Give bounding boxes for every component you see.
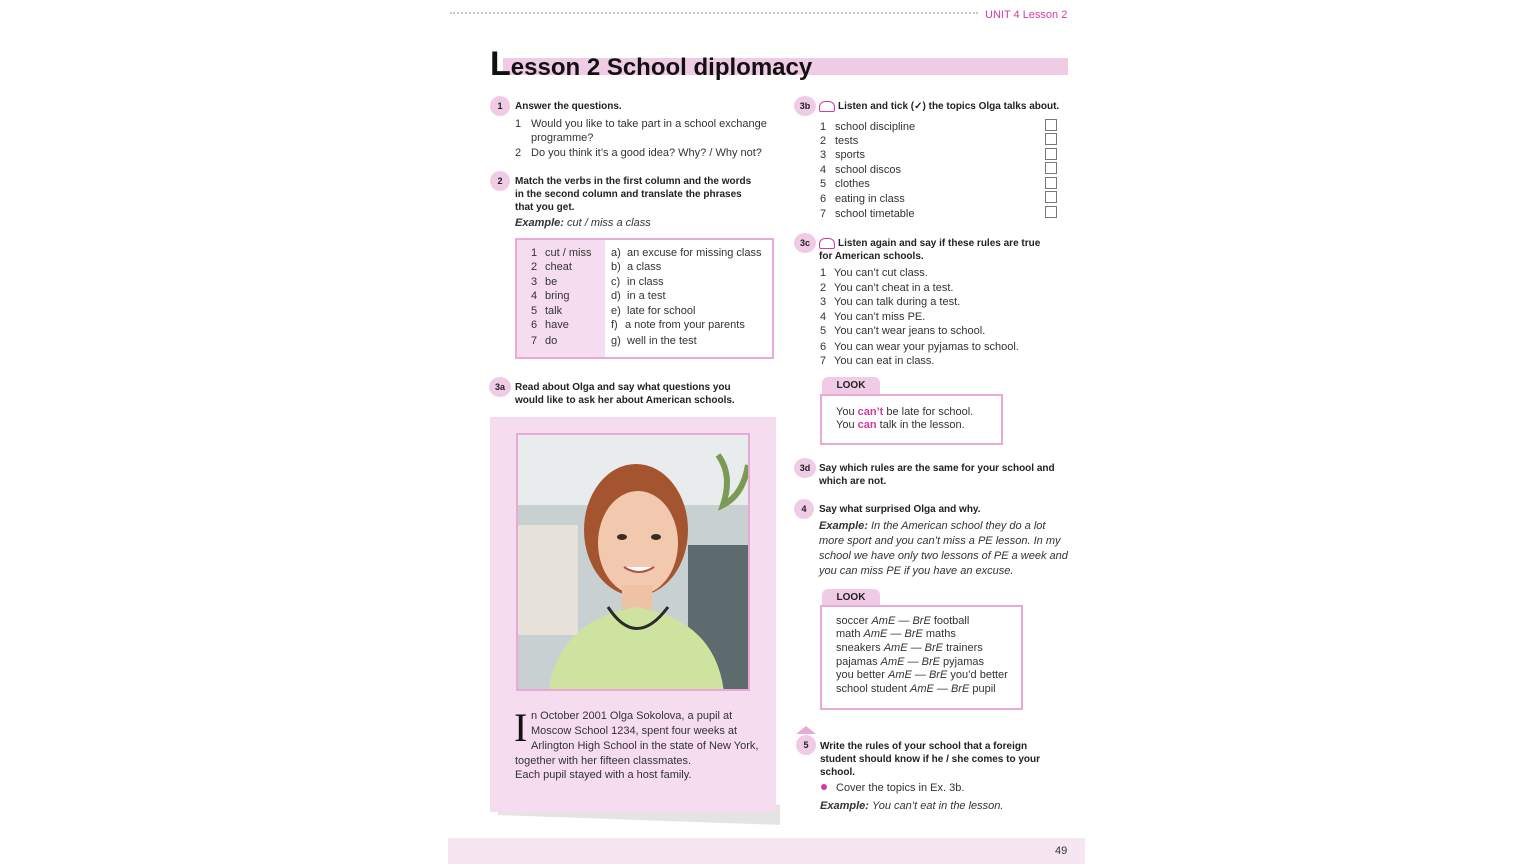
word-text: a note from your parents xyxy=(625,319,745,331)
ex1-item-text: Would you like to take part in a school exchange xyxy=(531,118,767,130)
example-label: Example: xyxy=(515,217,564,229)
vocab-am: soccer xyxy=(836,615,872,627)
olga-photo xyxy=(516,433,750,691)
verb-number: 7 xyxy=(531,335,538,347)
vocab-br: trainers xyxy=(943,642,983,654)
word-letter: g) xyxy=(611,335,621,347)
unit-label: UNIT 4 Lesson 2 xyxy=(985,9,1068,21)
ex4-example-line: you can miss PE if you have an excuse. xyxy=(819,565,1014,577)
verb-text: cheat xyxy=(545,261,572,273)
look-vocab-row xyxy=(836,641,983,655)
ex4-example-line: more sport and you can’t miss a PE lesson. In my xyxy=(819,535,1061,547)
look-highlight: can xyxy=(857,419,877,431)
instruction-line: that you get. xyxy=(515,202,575,213)
exercise-5-instruction xyxy=(820,740,1040,779)
look-vocab-row xyxy=(836,614,969,628)
exercise-3a-badge: 3a xyxy=(489,377,511,397)
topic-checkbox[interactable] xyxy=(1045,119,1057,131)
topic-checkbox[interactable] xyxy=(1045,133,1057,145)
exercise-3d-badge: 3d xyxy=(794,458,816,478)
vocab-dash: — xyxy=(911,669,929,681)
ex1-item-number: 2 xyxy=(515,147,522,159)
audio-icon xyxy=(819,238,835,249)
topic-text: tests xyxy=(835,135,859,147)
rule-number: 6 xyxy=(820,341,827,353)
verb-number: 2 xyxy=(531,261,538,273)
topic-text: eating in class xyxy=(835,193,905,205)
ex1-item-text-cont: programme? xyxy=(531,132,594,144)
vocab-br: pupil xyxy=(969,683,996,695)
instruction-text: Listen and tick (✓) the topics Olga talks about. xyxy=(838,101,1060,112)
olga-portrait-illustration xyxy=(518,435,750,691)
vocab-tag: BrE xyxy=(924,642,944,654)
vocab-tag: BrE xyxy=(912,615,931,627)
instruction-line: Say which rules are the same for your school and xyxy=(819,463,1055,474)
look-text: be late for school. xyxy=(883,406,974,418)
topic-checkbox[interactable] xyxy=(1045,177,1057,189)
word-text: well in the test xyxy=(627,335,697,347)
word-text: an excuse for missing class xyxy=(627,247,762,259)
topic-number: 3 xyxy=(820,149,827,161)
look-line xyxy=(836,418,965,432)
verb-text: bring xyxy=(545,290,570,302)
exercise-4-instruction: Say what surprised Olga and why. xyxy=(819,504,981,515)
rule-number: 5 xyxy=(820,325,827,337)
ex5-example xyxy=(820,799,1003,813)
vocab-tag: AmE xyxy=(863,628,888,640)
topic-checkbox[interactable] xyxy=(1045,148,1057,160)
verb-number: 1 xyxy=(531,247,538,259)
header-dotted-rule xyxy=(450,12,978,14)
exercise-3b-instruction xyxy=(819,100,1059,113)
vocab-tag: AmE xyxy=(883,642,908,654)
rule-number: 7 xyxy=(820,355,827,367)
reading-line: Each pupil stayed with a host family. xyxy=(515,769,692,781)
vocab-dash: — xyxy=(895,615,913,627)
exercise-5-badge: 5 xyxy=(796,735,816,755)
verb-text: have xyxy=(545,319,569,331)
reading-drop-cap: I xyxy=(514,705,528,750)
vocab-dash: — xyxy=(907,642,925,654)
exercise-1-badge: 1 xyxy=(490,96,510,116)
word-letter: b) xyxy=(611,261,621,273)
exercise-3d-instruction xyxy=(819,462,1055,488)
instruction-text: Listen again and say if these rules are true xyxy=(838,238,1041,249)
verb-number: 5 xyxy=(531,305,538,317)
reading-line: together with her fifteen classmates. xyxy=(515,755,692,767)
look-highlight: can’t xyxy=(857,406,884,418)
exercise-3b-badge: 3b xyxy=(794,96,816,116)
look-vocab-row xyxy=(836,655,984,669)
rule-text: You can eat in class. xyxy=(834,355,935,367)
instruction-line: Write the rules of your school that a foreign xyxy=(820,741,1028,752)
rule-text: You can’t cut class. xyxy=(834,267,928,279)
rule-text: You can’t miss PE. xyxy=(834,311,926,323)
topic-text: school discipline xyxy=(835,121,916,133)
rule-text: You can talk during a test. xyxy=(834,296,961,308)
exercise-2-badge: 2 xyxy=(490,171,510,191)
writing-triangle-icon xyxy=(796,726,816,734)
vocab-am: pajamas xyxy=(836,656,881,668)
word-letter: a) xyxy=(611,247,621,259)
topic-number: 5 xyxy=(820,178,827,190)
word-text: a class xyxy=(627,261,662,273)
ex2-example xyxy=(515,216,651,230)
vocab-tag: BrE xyxy=(950,683,970,695)
vocab-tag: BrE xyxy=(921,656,940,668)
verb-number: 6 xyxy=(531,319,538,331)
rule-number: 1 xyxy=(820,267,827,279)
topic-text: sports xyxy=(835,149,865,161)
vocab-dash: — xyxy=(887,628,905,640)
look-text: You xyxy=(836,406,858,418)
verb-text: do xyxy=(545,335,558,347)
instruction-line: which are not. xyxy=(819,476,887,487)
topic-number: 7 xyxy=(820,208,827,220)
rule-text: You can wear your pyjamas to school. xyxy=(834,341,1019,353)
look-text: talk in the lesson. xyxy=(876,419,965,431)
topic-text: school timetable xyxy=(835,208,915,220)
verb-text: cut / miss xyxy=(545,247,592,259)
exercise-3c-badge: 3c xyxy=(794,233,816,253)
page-number: 49 xyxy=(1055,845,1068,857)
example-text: cut / miss a class xyxy=(566,217,651,229)
vocab-tag: BrE xyxy=(904,628,923,640)
look-tab: LOOK xyxy=(822,589,880,607)
exercise-2-instruction xyxy=(515,175,751,214)
vocab-br: maths xyxy=(922,628,956,640)
look-vocab-row xyxy=(836,682,996,696)
vocab-tag: AmE xyxy=(880,656,905,668)
example-label: Example: xyxy=(820,800,869,812)
topic-number: 4 xyxy=(820,164,827,176)
look-tab: LOOK xyxy=(822,377,880,395)
topic-checkbox[interactable] xyxy=(1045,206,1057,218)
ex4-example-line: school we have only two lessons of PE a week and xyxy=(819,550,1068,562)
vocab-br: you’d better xyxy=(947,669,1008,681)
vocab-dash: — xyxy=(933,683,951,695)
topic-number: 2 xyxy=(820,135,827,147)
verb-number: 4 xyxy=(531,290,538,302)
vocab-am: school student xyxy=(836,683,910,695)
exercise-4-badge: 4 xyxy=(794,499,814,519)
title-initial: L xyxy=(490,45,511,83)
instruction-line xyxy=(819,237,1040,250)
look-text: You xyxy=(836,419,858,431)
vocab-dash: — xyxy=(904,656,922,668)
verb-number: 3 xyxy=(531,276,538,288)
topic-text: school discos xyxy=(835,164,902,176)
exercise-3c-instruction xyxy=(819,237,1040,263)
rule-number: 2 xyxy=(820,282,827,294)
ex5-bullet-text: Cover the topics in Ex. 3b. xyxy=(836,782,965,794)
rule-text: You can’t cheat in a test. xyxy=(834,282,954,294)
word-letter: f) xyxy=(611,319,618,331)
look-vocab-row xyxy=(836,668,1008,682)
example-text: In the American school they do a lot xyxy=(870,520,1046,532)
reading-line: Moscow School 1234, spent four weeks at xyxy=(531,725,738,737)
vocab-tag: AmE xyxy=(910,683,934,695)
instruction-line: school. xyxy=(820,767,856,778)
title-rest: esson 2 School diplomacy xyxy=(510,54,813,81)
topic-checkbox[interactable] xyxy=(1045,162,1057,174)
ex1-item-text: Do you think it’s a good idea? Why? / Why not? xyxy=(531,147,762,159)
topic-number: 6 xyxy=(820,193,827,205)
topic-text: clothes xyxy=(835,178,870,190)
example-label: Example: xyxy=(819,520,868,532)
word-text: in class xyxy=(627,276,664,288)
vocab-tag: BrE xyxy=(928,669,948,681)
instruction-line: Match the verbs in the first column and the words xyxy=(515,176,752,187)
instruction-line: in the second column and translate the phrases xyxy=(515,189,742,200)
reading-line: n October 2001 Olga Sokolova, a pupil at xyxy=(531,710,733,722)
page-bottom-band xyxy=(448,838,1085,864)
page-title xyxy=(490,45,813,83)
instruction-line: would like to ask her about American schools. xyxy=(515,395,735,406)
example-text: You can’t eat in the lesson. xyxy=(871,800,1004,812)
instruction-line: Read about Olga and say what questions you xyxy=(515,382,731,393)
rule-text: You can’t wear jeans to school. xyxy=(834,325,986,337)
word-letter: c) xyxy=(611,276,621,288)
reading-line: Arlington High School in the state of New York, xyxy=(531,740,759,752)
exercise-3a-instruction xyxy=(515,381,735,407)
vocab-tag: AmE xyxy=(887,669,912,681)
instruction-line: for American schools. xyxy=(819,251,924,262)
vocab-am: sneakers xyxy=(836,642,884,654)
word-text: in a test xyxy=(627,290,666,302)
vocab-tag: AmE xyxy=(871,615,896,627)
look-vocab-row xyxy=(836,627,956,641)
bullet-icon xyxy=(821,784,827,790)
topic-checkbox[interactable] xyxy=(1045,191,1057,203)
verb-text: be xyxy=(545,276,558,288)
ex4-example-line xyxy=(819,519,1045,533)
vocab-am: math xyxy=(836,628,864,640)
rule-number: 3 xyxy=(820,296,827,308)
instruction-line: student should know if he / she comes to your xyxy=(820,754,1041,765)
word-text: late for school xyxy=(627,305,696,317)
audio-icon xyxy=(819,101,835,112)
ex1-item-number: 1 xyxy=(515,118,522,130)
word-letter: d) xyxy=(611,290,621,302)
vocab-br: pyjamas xyxy=(939,656,984,668)
vocab-br: football xyxy=(930,615,970,627)
look-line xyxy=(836,405,973,419)
topic-number: 1 xyxy=(820,121,827,133)
rule-number: 4 xyxy=(820,311,827,323)
exercise-1-instruction: Answer the questions. xyxy=(515,101,622,112)
verb-text: talk xyxy=(545,305,563,317)
vocab-am: you better xyxy=(836,669,888,681)
word-letter: e) xyxy=(611,305,621,317)
